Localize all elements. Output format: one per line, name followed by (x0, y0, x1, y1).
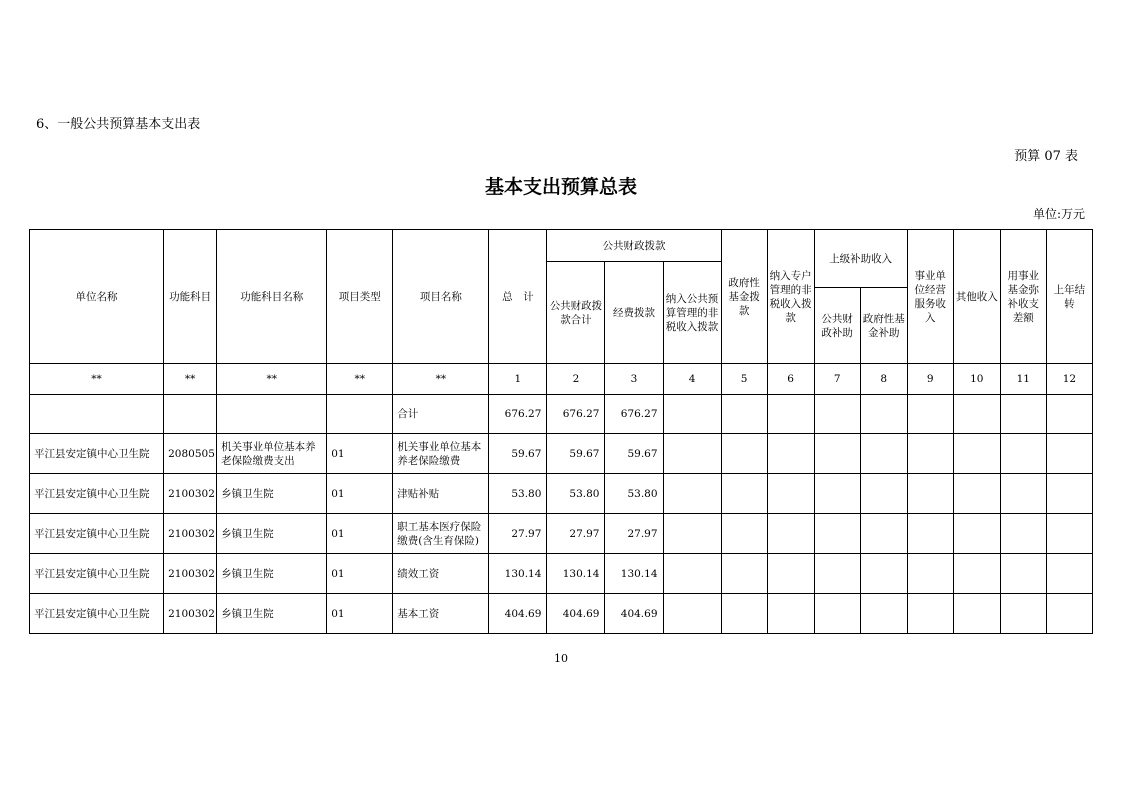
table-cell (1000, 514, 1046, 554)
table-cell: 2080505 (164, 434, 217, 474)
table-cell (814, 474, 860, 514)
table-cell (1046, 514, 1092, 554)
table-cell: 01 (327, 594, 393, 634)
table-cell (217, 395, 327, 434)
table-cell (30, 395, 164, 434)
table-cell (953, 554, 1000, 594)
table-cell: 2100302 (164, 474, 217, 514)
index-cell: 4 (663, 364, 721, 395)
table-cell: 基本工资 (393, 594, 489, 634)
table-cell (1046, 434, 1092, 474)
table-cell (721, 474, 767, 514)
table-cell (1000, 474, 1046, 514)
index-cell: 1 (489, 364, 547, 395)
table-cell (814, 594, 860, 634)
table-cell (721, 434, 767, 474)
header-proj-type: 项目类型 (327, 230, 393, 364)
table-cell (953, 434, 1000, 474)
index-cell: 11 (1000, 364, 1046, 395)
table-cell: 01 (327, 514, 393, 554)
header-proj-name: 项目名称 (393, 230, 489, 364)
table-cell (663, 434, 721, 474)
table-cell: 130.14 (605, 554, 663, 594)
index-cell: ** (393, 364, 489, 395)
table-cell: 53.80 (489, 474, 547, 514)
table-cell: 27.97 (605, 514, 663, 554)
table-cell: 130.14 (547, 554, 605, 594)
table-cell (907, 594, 953, 634)
table-cell (860, 514, 907, 554)
table-cell: 平江县安定镇中心卫生院 (30, 554, 164, 594)
page-number: 10 (554, 652, 568, 665)
section-title: 6、一般公共预算基本支出表 (36, 117, 201, 132)
table-cell (767, 514, 814, 554)
index-cell: 12 (1046, 364, 1092, 395)
index-cell: 7 (814, 364, 860, 395)
table-cell: 59.67 (547, 434, 605, 474)
header-func-code: 功能科目 (164, 230, 217, 364)
table-row (30, 434, 1093, 474)
table-cell: 2100302 (164, 554, 217, 594)
table-cell: 53.80 (605, 474, 663, 514)
table-cell: 130.14 (489, 554, 547, 594)
table-cell: 平江县安定镇中心卫生院 (30, 474, 164, 514)
table-cell (860, 594, 907, 634)
table-cell (663, 594, 721, 634)
table-cell: 53.80 (547, 474, 605, 514)
table-cell (767, 474, 814, 514)
table-cell (663, 474, 721, 514)
table-cell (721, 395, 767, 434)
table-cell: 59.67 (489, 434, 547, 474)
table-cell: 59.67 (605, 434, 663, 474)
table-cell: 津贴补贴 (393, 474, 489, 514)
index-cell: 6 (767, 364, 814, 395)
table-cell (164, 395, 217, 434)
index-cell: ** (164, 364, 217, 395)
index-cell: ** (30, 364, 164, 395)
budget-table (29, 229, 1093, 634)
table-cell (1046, 594, 1092, 634)
table-cell (907, 395, 953, 434)
table-cell: 2100302 (164, 514, 217, 554)
table-cell (767, 395, 814, 434)
index-cell: 5 (721, 364, 767, 395)
table-cell (1000, 434, 1046, 474)
header-gov-fund-subsidy: 政府性基金补助 (860, 288, 907, 364)
table-row (30, 474, 1093, 514)
table-cell (1046, 554, 1092, 594)
header-nontax: 纳入公共预算管理的非税收入拨款 (663, 262, 721, 364)
table-cell: 27.97 (489, 514, 547, 554)
table-cell (1000, 395, 1046, 434)
table-cell (814, 514, 860, 554)
header-superior-subsidy: 上级补助收入 (814, 230, 907, 288)
header-total: 总 计 (489, 230, 547, 364)
page-title: 基本支出预算总表 (484, 176, 637, 198)
table-cell (1046, 474, 1092, 514)
table-cell: 27.97 (547, 514, 605, 554)
header-public-finance-subsidy: 公共财政补助 (814, 288, 860, 364)
header-other-income: 其他收入 (953, 230, 1000, 364)
table-cell (907, 554, 953, 594)
header-business-income: 事业单位经营服务收入 (907, 230, 953, 364)
table-cell: 平江县安定镇中心卫生院 (30, 594, 164, 634)
table-cell: 绩效工资 (393, 554, 489, 594)
table-cell (953, 474, 1000, 514)
table-cell (860, 474, 907, 514)
table-cell (860, 395, 907, 434)
index-cell: 2 (547, 364, 605, 395)
table-cell (721, 514, 767, 554)
header-funds-alloc: 经费拨款 (605, 262, 663, 364)
table-cell: 机关事业单位基本养老保险缴费 (393, 434, 489, 474)
table-cell (953, 514, 1000, 554)
table-cell: 2100302 (164, 594, 217, 634)
table-row (30, 594, 1093, 634)
table-cell: 乡镇卫生院 (217, 554, 327, 594)
table-cell: 676.27 (489, 395, 547, 434)
table-cell: 676.27 (605, 395, 663, 434)
table-cell (860, 434, 907, 474)
header-public-finance: 公共财政拨款 (547, 230, 721, 262)
index-cell: 9 (907, 364, 953, 395)
table-row (30, 514, 1093, 554)
index-cell: ** (217, 364, 327, 395)
table-cell: 机关事业单位基本养老保险缴费支出 (217, 434, 327, 474)
table-cell: 合计 (393, 395, 489, 434)
index-cell: 8 (860, 364, 907, 395)
table-cell (814, 554, 860, 594)
table-cell (721, 594, 767, 634)
index-cell: 3 (605, 364, 663, 395)
table-cell (1000, 594, 1046, 634)
table-cell: 乡镇卫生院 (217, 474, 327, 514)
table-row (30, 395, 1093, 434)
table-cell (663, 395, 721, 434)
header-public-finance-total: 公共财政拨款合计 (547, 262, 605, 364)
table-cell (814, 434, 860, 474)
table-cell: 01 (327, 434, 393, 474)
table-cell: 676.27 (547, 395, 605, 434)
table-row (30, 554, 1093, 594)
table-cell: 01 (327, 474, 393, 514)
table-cell: 404.69 (605, 594, 663, 634)
table-cell: 404.69 (489, 594, 547, 634)
table-cell: 职工基本医疗保险缴费(含生育保险) (393, 514, 489, 554)
table-cell (907, 434, 953, 474)
table-cell (663, 554, 721, 594)
table-cell (327, 395, 393, 434)
table-cell (1000, 554, 1046, 594)
index-cell: 10 (953, 364, 1000, 395)
header-fund-balance: 用事业基金弥补收支差额 (1000, 230, 1046, 364)
table-cell: 404.69 (547, 594, 605, 634)
table-cell: 平江县安定镇中心卫生院 (30, 514, 164, 554)
table-cell (953, 395, 1000, 434)
header-gov-fund: 政府性基金拨款 (721, 230, 767, 364)
table-cell: 平江县安定镇中心卫生院 (30, 434, 164, 474)
header-special-nontax: 纳入专户管理的非税收入拨款 (767, 230, 814, 364)
table-cell (767, 554, 814, 594)
table-cell (907, 514, 953, 554)
table-cell (721, 554, 767, 594)
index-cell: ** (327, 364, 393, 395)
table-cell: 01 (327, 554, 393, 594)
table-cell (907, 474, 953, 514)
table-cell (953, 594, 1000, 634)
unit-label: 单位:万元 (1032, 207, 1085, 221)
header-carryover: 上年结转 (1046, 230, 1092, 364)
table-cell: 乡镇卫生院 (217, 594, 327, 634)
table-cell (1046, 395, 1092, 434)
table-body (30, 364, 1093, 634)
table-cell: 乡镇卫生院 (217, 514, 327, 554)
index-row (30, 364, 1093, 395)
header-unit-name: 单位名称 (30, 230, 164, 364)
table-cell (767, 594, 814, 634)
form-number: 预算 07 表 (1014, 149, 1078, 164)
table-cell (814, 395, 860, 434)
table-cell (663, 514, 721, 554)
table-cell (860, 554, 907, 594)
header-func-name: 功能科目名称 (217, 230, 327, 364)
table-cell (767, 434, 814, 474)
